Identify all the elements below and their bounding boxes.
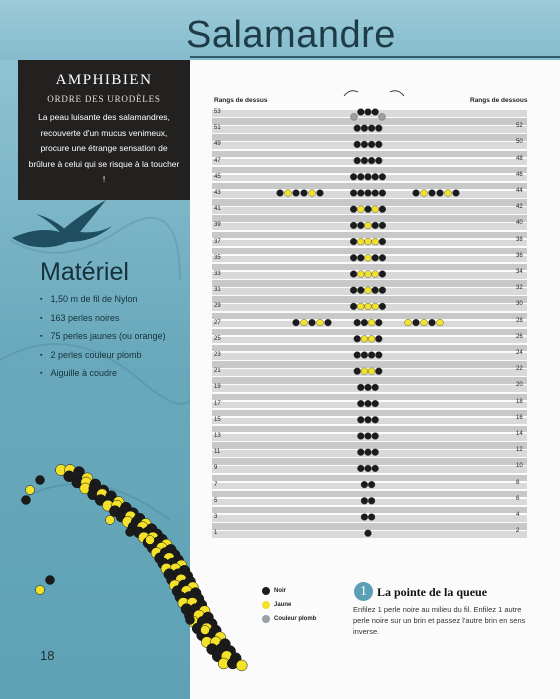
info-text: La peau luisante des salamandres, recouverte d'un mucus venimeux, procure une étrange sensation de brûlure à celui qui se risque à la toucher ! (28, 112, 180, 184)
row-bar (212, 337, 527, 344)
photo-bead (146, 536, 155, 545)
row-bar (212, 345, 527, 352)
row-number-right: 50 (516, 139, 523, 146)
materiel-item: ▪ 163 perles noires (40, 311, 166, 330)
row-bar (212, 207, 527, 214)
row-number-left: 17 (214, 400, 221, 407)
row-number-right: 14 (516, 430, 523, 437)
row-number-left: 53 (214, 109, 221, 115)
row-number-right: 52 (516, 123, 523, 130)
row-bar (212, 515, 527, 522)
row-bar (212, 450, 527, 457)
row-number-right: 16 (516, 414, 523, 421)
row-bar (212, 167, 527, 174)
row-number-left: 27 (214, 319, 221, 326)
step-title: La pointe de la queue (377, 585, 488, 599)
row-bar (212, 134, 527, 141)
row-bar (212, 240, 527, 247)
row-number-left: 35 (214, 254, 221, 261)
row-number-left: 23 (214, 352, 221, 358)
photo-bead (186, 616, 195, 625)
row-number-left: 11 (214, 449, 221, 456)
legend-gray-bead (262, 615, 270, 623)
row-bar (212, 264, 527, 271)
materiel-item: ▪ 75 perles jaunes (ou orange) (40, 329, 166, 348)
row-number-left: 31 (214, 287, 221, 294)
row-number-left: 43 (214, 190, 221, 196)
row-bar (212, 466, 527, 473)
row-number-left: 19 (214, 384, 221, 391)
row-number-right: 4 (516, 511, 520, 518)
label-rangs-dessous: Rangs de dessous (470, 97, 528, 104)
legend-label-noir: Noir (274, 588, 286, 594)
row-number-left: 49 (214, 141, 221, 148)
row-number-left: 37 (214, 238, 221, 245)
info-box (18, 60, 190, 200)
step-number-badge: 1 (354, 582, 373, 601)
row-bar (212, 491, 527, 498)
row-number-right: 20 (516, 382, 523, 389)
row-number-right: 34 (516, 268, 523, 275)
row-bar (212, 232, 527, 239)
legend-yellow-bead (262, 601, 270, 609)
row-number-right: 46 (516, 171, 523, 178)
row-bar (212, 531, 527, 538)
row-bar (212, 385, 527, 392)
row-number-right: 2 (516, 528, 520, 535)
row-number-right: 26 (516, 333, 523, 340)
photo-bead (26, 486, 35, 495)
row-bar (212, 353, 527, 360)
row-number-right: 48 (516, 155, 523, 162)
row-number-right: 44 (516, 187, 523, 194)
row-bar (212, 142, 527, 149)
row-bar (212, 280, 527, 287)
row-number-right: 22 (516, 366, 523, 373)
row-number-left: 29 (214, 303, 221, 310)
row-bar (212, 410, 527, 417)
row-number-right: 32 (516, 285, 523, 292)
row-bar (212, 321, 527, 328)
row-bar (212, 223, 527, 230)
row-number-left: 51 (214, 125, 221, 132)
page-number: 18 (40, 648, 55, 663)
photo-bead (36, 586, 45, 595)
step-text: Enfilez 1 perle noire au milieu du fil. Enfilez 1 autre perle noire sur un brin et passez l'autre brin en sens inverse. (353, 605, 526, 636)
row-number-right: 30 (516, 301, 523, 308)
photo-bead (36, 476, 45, 485)
row-number-left: 25 (214, 335, 221, 342)
row-number-right: 18 (516, 398, 523, 405)
materiel-item: ▪ 1,50 m de fil de Nylon (40, 292, 166, 311)
row-number-right: 12 (516, 447, 523, 454)
row-bar (212, 329, 527, 336)
row-bar (212, 151, 527, 158)
row-bar (212, 256, 527, 263)
row-bar (212, 458, 527, 465)
row-bar (212, 191, 527, 198)
photo-bead (236, 660, 247, 671)
legend-black-bead (262, 587, 270, 595)
row-bar (212, 394, 527, 401)
swallow-illustration (8, 196, 118, 256)
row-number-right: 8 (516, 479, 520, 486)
photo-bead (126, 528, 135, 537)
row-bar (212, 118, 527, 125)
row-number-right: 42 (516, 204, 523, 211)
row-bar (212, 183, 527, 190)
legend-label-jaune: Jaune (274, 602, 292, 608)
row-bar (212, 426, 527, 433)
row-bar (212, 272, 527, 279)
row-bar (212, 159, 527, 166)
page-title: Salamandre (186, 14, 396, 56)
row-bar (212, 475, 527, 482)
photo-bead (106, 516, 115, 525)
label-rangs-dessus: Rangs de dessus (214, 97, 268, 104)
info-heading: AMPHIBIEN (55, 72, 153, 88)
row-number-right: 38 (516, 236, 523, 243)
row-bar (212, 369, 527, 376)
row-bar (212, 248, 527, 255)
row-number-right: 10 (516, 463, 523, 470)
materiel-item: ▪ 2 perles couleur plomb (40, 348, 166, 367)
row-number-left: 41 (214, 206, 221, 213)
photo-bead (22, 496, 31, 505)
photo-bead (201, 626, 210, 635)
row-number-right: 28 (516, 317, 523, 324)
row-bar (212, 442, 527, 449)
row-bar (212, 215, 527, 222)
row-number-left: 9 (214, 465, 218, 472)
row-number-left: 3 (214, 514, 218, 520)
row-number-left: 13 (214, 433, 221, 439)
materiel-item: ▪ Aiguille à coudre (40, 366, 166, 385)
row-bar (212, 361, 527, 368)
row-bar (212, 418, 527, 425)
row-bar (212, 377, 527, 384)
row-bar (212, 288, 527, 295)
row-number-right: 40 (516, 220, 523, 227)
row-bar (212, 199, 527, 206)
row-number-right: 24 (516, 349, 523, 356)
row-number-left: 45 (214, 173, 221, 180)
row-number-right: 6 (516, 495, 520, 502)
row-number-left: 33 (214, 271, 221, 277)
row-number-left: 39 (214, 222, 221, 229)
row-bar (212, 507, 527, 514)
row-bar (212, 402, 527, 409)
row-number-left: 5 (214, 497, 218, 504)
row-bar (212, 523, 527, 530)
row-bar (212, 499, 527, 506)
row-bar (212, 483, 527, 490)
row-bar (212, 126, 527, 133)
row-number-left: 1 (214, 530, 218, 537)
row-bar (212, 434, 527, 441)
row-number-left: 15 (214, 416, 221, 423)
legend-label-plomb: Couleur plomb (274, 616, 317, 622)
info-subheading: ORDRE DES URODÈLES (47, 94, 161, 104)
materiel-title: Matériel (40, 258, 129, 286)
row-number-left: 21 (214, 368, 221, 375)
row-bar (212, 304, 527, 311)
row-bar (212, 175, 527, 182)
row-bar (212, 313, 527, 320)
row-bar (212, 296, 527, 303)
row-number-left: 47 (214, 157, 221, 164)
row-bar (212, 110, 527, 117)
photo-bead (46, 576, 55, 585)
row-number-right: 36 (516, 252, 523, 259)
row-number-left: 7 (214, 481, 218, 488)
materiel-list (40, 292, 166, 385)
